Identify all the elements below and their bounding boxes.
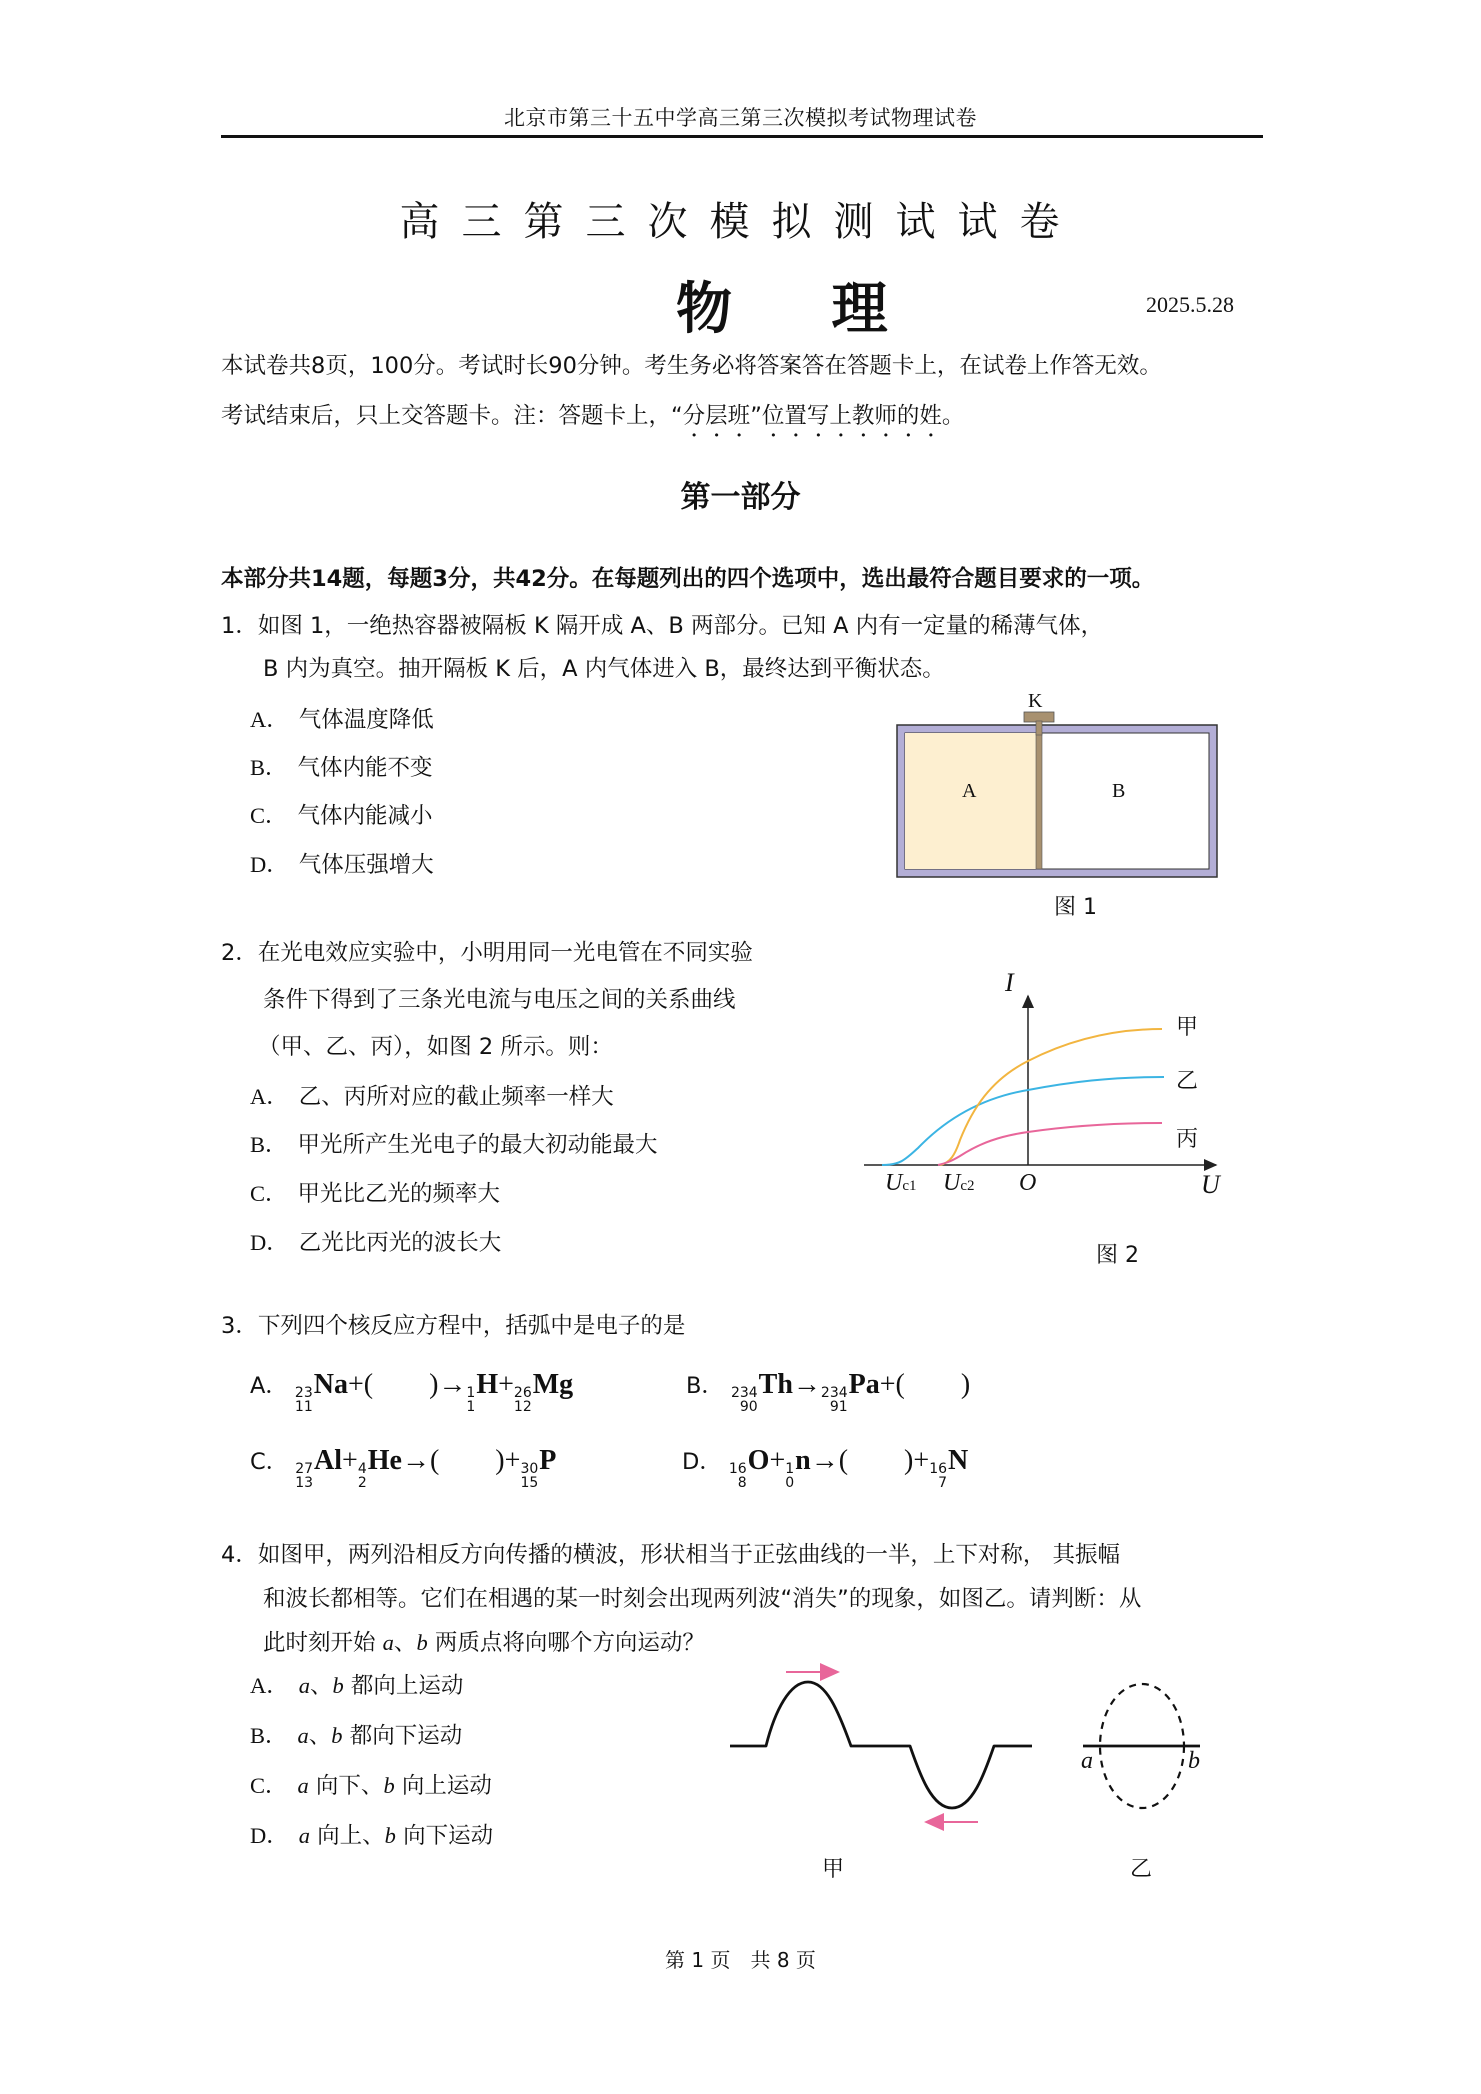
- question-4-line-1: [221, 1537, 1120, 1569]
- element-symbol: Mg: [532, 1369, 574, 1400]
- element-symbol: He: [367, 1445, 402, 1476]
- isotope-index: 16 8: [728, 1461, 747, 1491]
- point-a: a: [382, 1630, 394, 1655]
- emphasized-text-teacher: 位置写上教师的姓: [761, 403, 942, 429]
- equation-operator: →( )+: [401, 1445, 521, 1476]
- figure-jia-wave-pulses: [720, 1660, 1040, 1840]
- figure-1-label-a: A: [962, 780, 977, 802]
- option-label: B．: [686, 1373, 724, 1399]
- option-text: 甲光比乙光的频率大: [297, 1181, 501, 1207]
- question-1-line-2: B 内为真空。抽开隔板 K 后，A 内气体进入 B，最终达到平衡状态。: [263, 656, 945, 682]
- figure-2-origin-label: O: [1019, 1170, 1037, 1196]
- option-text: 都向下运动: [349, 1723, 463, 1749]
- q3-option-c[interactable]: [250, 1438, 556, 1490]
- option-text: 乙光比丙光的波长大: [298, 1230, 502, 1256]
- running-header: 北京市第三十五中学高三第三次模拟考试物理试卷: [504, 106, 977, 130]
- q4-option-b[interactable]: B． a、b 都向下运动: [250, 1723, 463, 1749]
- question-stem: 下列四个核反应方程中，括弧中是电子的是: [257, 1313, 686, 1339]
- exam-subject: 物 理: [676, 277, 928, 342]
- q2-option-a[interactable]: [250, 1079, 614, 1111]
- question-4-line-3: 此时刻开始 a、b 两质点将向哪个方向运动？: [263, 1630, 705, 1656]
- figure-1-label-b: B: [1112, 780, 1126, 802]
- part-heading: 第一部分: [680, 480, 801, 515]
- option-label: D．: [250, 1230, 289, 1255]
- part-instructions: 本部分共14题，每题3分，共42分。在每题列出的四个选项中，选出最符合题目要求的一项。: [221, 566, 1155, 592]
- option-label: A．: [250, 1673, 289, 1698]
- header-rule: [221, 135, 1263, 138]
- isotope-index: 16 7: [929, 1461, 948, 1491]
- option-text: 气体内能减小: [297, 803, 433, 829]
- isotope-index: 1 0: [785, 1461, 795, 1491]
- question-stem: 在光电效应实验中，小明用同一光电管在不同实验: [257, 940, 753, 966]
- option-label: A．: [250, 1373, 288, 1399]
- q1-option-d[interactable]: [250, 847, 434, 879]
- option-label: A．: [250, 1084, 289, 1109]
- isotope-index: 234 91: [820, 1385, 848, 1415]
- question-stem: 如图 1，一绝热容器被隔板 K 隔开成 A、B 两部分。已知 A 内有一定量的稀薄气体，: [257, 613, 1104, 639]
- question-2-line-1: [221, 935, 753, 967]
- intro-line-2-end: 。: [941, 403, 965, 429]
- q2-option-d[interactable]: [250, 1225, 501, 1257]
- figure-2-y-axis-label: I: [1005, 968, 1014, 997]
- question-number: 4．: [221, 1542, 258, 1568]
- question-number: 2．: [221, 940, 258, 966]
- question-stem: 如图甲，两列沿相反方向传播的横波，形状相当于正弦曲线的一半，上下对称， 其振幅: [257, 1542, 1120, 1568]
- element-symbol: Na: [313, 1369, 348, 1400]
- figure-2-iv-graph: [860, 960, 1260, 1200]
- figure-yi-caption: 乙: [1130, 1857, 1153, 1882]
- element-symbol: P: [539, 1445, 557, 1476]
- figure-2-curve-label-bing: 丙: [1176, 1127, 1199, 1152]
- figure-2-curve-label-jia: 甲: [1176, 1015, 1199, 1040]
- intro-line-1: 本试卷共8页，100分。考试时长90分钟。考生务必将答案答在答题卡上，在试卷上作答无效。: [221, 353, 1162, 379]
- intro-line-2-text: 考试结束后，只上交答题卡。注：答题卡上，“: [221, 403, 683, 429]
- equation-operator: +: [342, 1445, 358, 1476]
- isotope-index: 27 13: [295, 1461, 314, 1491]
- equation-operator: +( )→: [347, 1369, 467, 1400]
- figure-1-caption: 图 1: [1054, 895, 1097, 920]
- option-label: B．: [250, 755, 288, 780]
- question-4-line-2: 和波长都相等。它们在相遇的某一时刻会出现两列波“消失”的现象，如图乙。请判断：从: [263, 1586, 1142, 1612]
- isotope-index: 4 2: [357, 1461, 367, 1491]
- q1-option-a[interactable]: [250, 702, 434, 734]
- element-symbol: O: [747, 1445, 770, 1476]
- option-label: D．: [250, 852, 289, 877]
- q4-option-d[interactable]: D． a 向上、b 向下运动: [250, 1823, 494, 1849]
- option-text: 向上运动: [401, 1773, 492, 1799]
- question-number: 1．: [221, 613, 258, 639]
- intro-line-2-quote: ”: [750, 403, 762, 429]
- option-label: A．: [250, 707, 289, 732]
- question-number: 3．: [221, 1313, 258, 1339]
- isotope-index: 23 11: [294, 1385, 313, 1415]
- option-text: 气体温度降低: [298, 707, 434, 733]
- q1-option-b[interactable]: [250, 750, 433, 782]
- element-symbol: Al: [314, 1445, 343, 1476]
- equation-operator: +: [498, 1369, 514, 1400]
- page-footer: 第 1 页 共 8 页: [665, 1948, 816, 1972]
- element-symbol: N: [948, 1445, 969, 1476]
- figure-yi-point-b: b: [1188, 1748, 1200, 1774]
- figure-2-caption: 图 2: [1096, 1243, 1139, 1268]
- emphasized-text-class: 分层班: [682, 403, 751, 429]
- equation-operator: →( )+: [810, 1445, 930, 1476]
- isotope-index: 26 12: [513, 1385, 532, 1415]
- element-symbol: Pa: [848, 1369, 880, 1400]
- q4-option-a[interactable]: A． a、b 都向上运动: [250, 1673, 464, 1699]
- figure-2-uc1-label: Uc1: [885, 1170, 917, 1196]
- isotope-index: 234 90: [730, 1385, 758, 1415]
- figure-2-x-axis-label: U: [1201, 1170, 1220, 1199]
- exam-title: 高三第三次模拟测试试卷: [399, 199, 1082, 245]
- exam-date: 2025.5.28: [1146, 292, 1234, 317]
- equation-operator: +: [769, 1445, 786, 1476]
- q4-option-c[interactable]: C． a 向下、b 向上运动: [250, 1773, 492, 1799]
- q1-option-c[interactable]: [250, 798, 433, 830]
- equation-operator: →: [792, 1369, 821, 1400]
- option-label: C．: [250, 1773, 288, 1798]
- question-1-line-1: [221, 608, 1103, 640]
- option-label: C．: [250, 1181, 288, 1206]
- q3-option-b[interactable]: [686, 1362, 970, 1414]
- point-b: b: [416, 1630, 428, 1655]
- option-label: B．: [250, 1132, 288, 1157]
- element-symbol: H: [476, 1369, 499, 1400]
- element-symbol: n: [795, 1445, 811, 1476]
- intro-line-2: [221, 398, 964, 442]
- equation-operator: +( ): [879, 1369, 971, 1400]
- option-text: 甲光所产生光电子的最大初动能最大: [297, 1132, 658, 1158]
- question-3-stem: [221, 1308, 685, 1340]
- figure-1-label-k: K: [1028, 690, 1043, 712]
- question-2-line-2: 条件下得到了三条光电流与电压之间的关系曲线: [263, 987, 736, 1013]
- option-text: 气体内能不变: [297, 755, 433, 781]
- figure-yi-superposition: [1080, 1660, 1200, 1820]
- option-text: 向下运动: [403, 1823, 494, 1849]
- option-label: D．: [682, 1449, 722, 1475]
- option-label: C．: [250, 803, 288, 828]
- q2-option-b[interactable]: [250, 1127, 658, 1159]
- figure-1-container-diagram: [895, 690, 1225, 890]
- option-label: C．: [250, 1449, 289, 1475]
- option-label: D．: [250, 1823, 289, 1848]
- question-2-line-3: （甲、乙、丙），如图 2 所示。则：: [258, 1034, 613, 1060]
- isotope-index: 30 15: [520, 1461, 539, 1491]
- figure-2-uc2-label: Uc2: [943, 1170, 975, 1196]
- figure-yi-point-a: a: [1081, 1748, 1093, 1774]
- q3-option-a[interactable]: [250, 1362, 573, 1414]
- isotope-index: 1 1: [466, 1385, 476, 1415]
- q2-option-c[interactable]: [250, 1176, 500, 1208]
- q3-option-d[interactable]: [682, 1438, 968, 1490]
- option-text: 都向上运动: [350, 1673, 464, 1699]
- option-label: B．: [250, 1723, 288, 1748]
- element-symbol: Th: [758, 1369, 793, 1400]
- figure-2-curve-label-yi: 乙: [1176, 1069, 1199, 1094]
- option-text: 乙、丙所对应的截止频率一样大: [298, 1084, 614, 1110]
- figure-jia-caption: 甲: [822, 1857, 845, 1882]
- option-text: 气体压强增大: [298, 852, 434, 878]
